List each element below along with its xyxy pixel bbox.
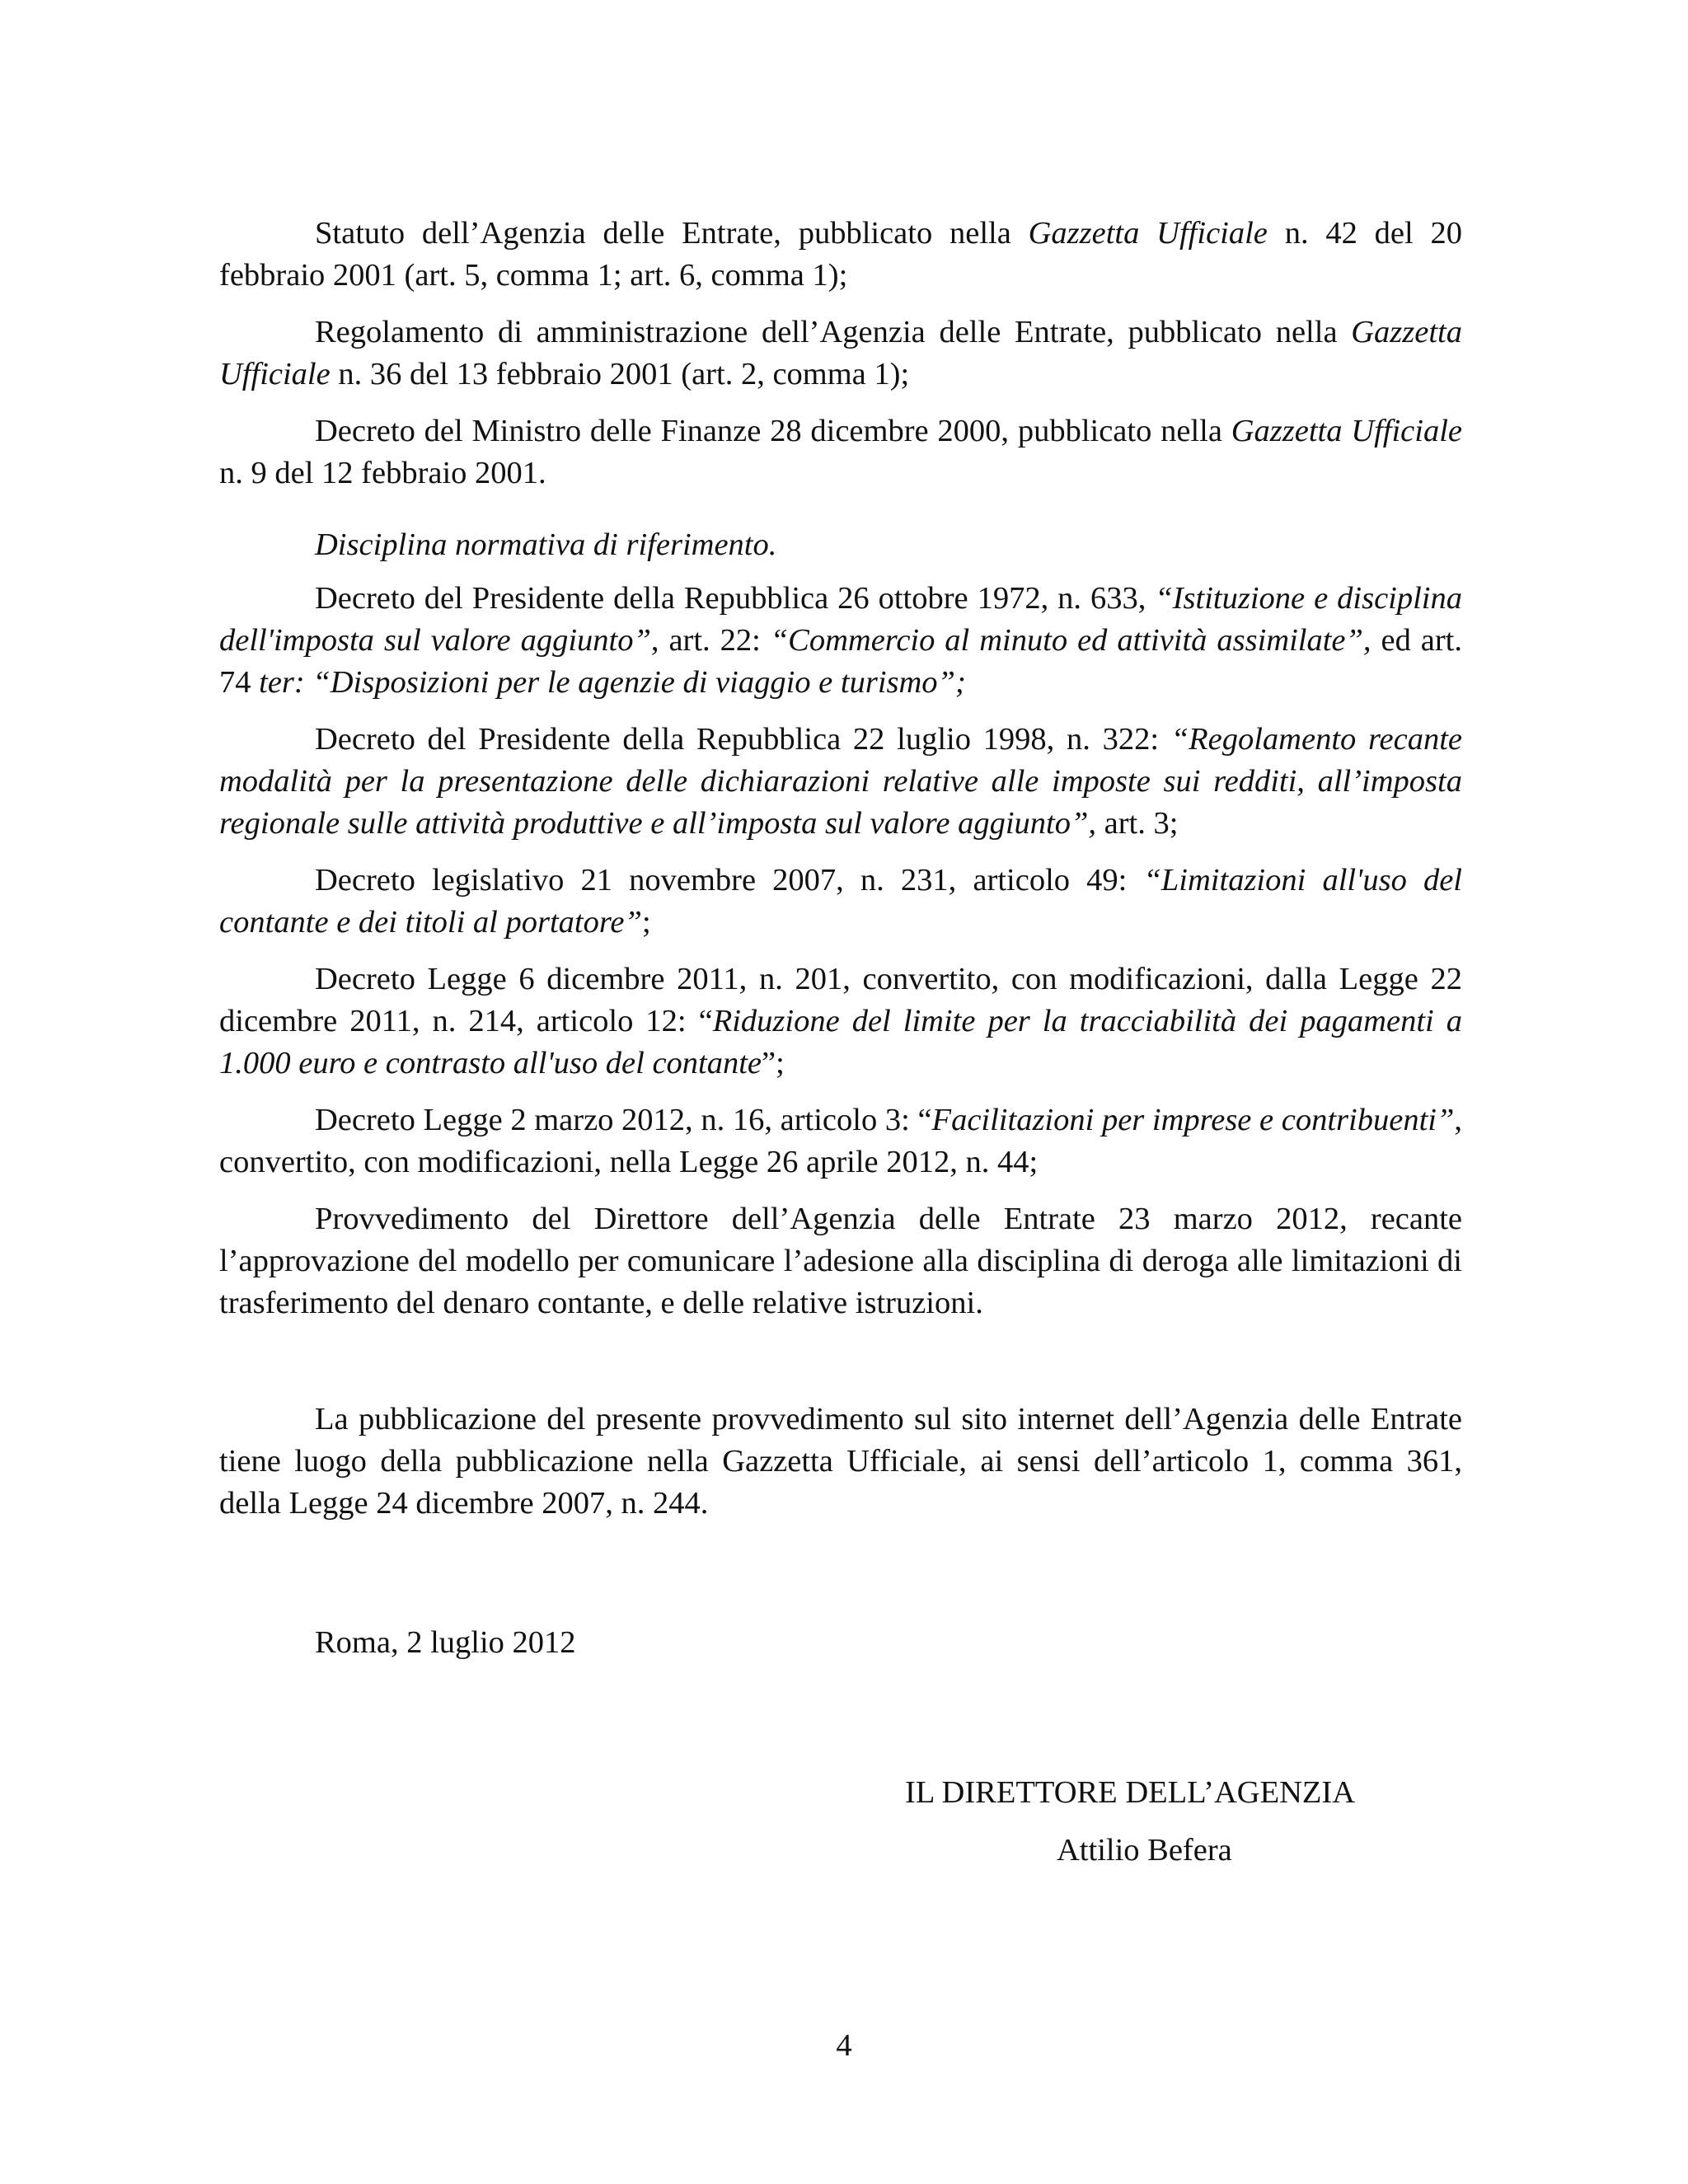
text-segment: Decreto Legge 6 dicembre 2011, n. 201, convertito, con modificazioni, dalla Legge 22 dicembre 2011, n. 214, articolo 12: “ [219,962,1462,1038]
italic-text: ter: “Disposizioni per le agenzie di viaggio e turismo”; [259,665,966,700]
text-segment: La pubblicazione del presente provvedimento sul sito internet dell’Agenzia delle Entrate tiene luogo della pubblicazione nella Gazzetta Ufficiale, ai sensi dell’articolo 1, comma 361, della Legge 24 dicembre 2007, n. 244. [219,1402,1462,1521]
italic-text: Facilitazioni per imprese e contribuenti” [931,1103,1455,1137]
paragraph-dpr-633 [219,578,1462,704]
italic-text: “Commercio al minuto ed attività assimilate”, [770,623,1372,658]
text-segment: n. 42 del 20 febbraio 2001 (art. 5, comma 1; art. 6, comma 1); [219,216,1462,293]
signature-block [905,1764,1355,1879]
italic-text: Disciplina normativa di riferimento. [315,527,777,562]
italic-text: Riduzione del limite per la tracciabilità dei pagamenti a 1.000 euro e contrasto all'uso del contante [219,1004,1462,1080]
text-segment: Decreto del Presidente della Repubblica 26 ottobre 1972, n. 633, [315,581,1156,616]
italic-text: “Limitazioni all'uso del contante e dei titoli al portatore” [219,863,1462,940]
text-segment: n. 36 del 13 febbraio 2001 (art. 2, comma 1); [330,357,910,391]
signature-title: IL DIRETTORE DELL’AGENZIA [905,1775,1356,1810]
signature-name: Attilio Befera [1057,1833,1232,1868]
text-segment: Statuto dell’Agenzia delle Entrate, pubblicato nella [315,216,1029,251]
text-segment: Provvedimento del Direttore dell’Agenzia delle Entrate 23 marzo 2012, recante l’approvazione del modello per comunicare l’adesione alla disciplina di deroga alle limitazioni di trasferimento del denaro contante, e delle relative istruzioni. [219,1202,1462,1320]
text-segment: ”; [762,1046,785,1080]
paragraph-dl-16 [219,1099,1462,1183]
paragraph-statuto [219,213,1462,297]
paragraph-dl-201 [219,958,1462,1085]
paragraph-dlgs-231 [219,860,1462,944]
text-segment: Decreto Legge 2 marzo 2012, n. 16, articolo 3: “ [315,1103,932,1137]
paragraph-dpr-322 [219,719,1462,845]
text-segment: ; [641,905,651,940]
italic-text: Gazzetta Ufficiale [1231,414,1462,448]
paragraph-pubblicazione [219,1399,1462,1525]
paragraph-decreto-ministro [219,410,1462,494]
paragraph-disciplina-heading [219,524,1462,566]
text-segment: Decreto del Presidente della Repubblica 22 luglio 1998, n. 322: [315,722,1171,757]
italic-text: “Istituzione e disciplina dell'imposta sul valore aggiunto” [219,581,1462,658]
paragraph-regolamento [219,312,1462,396]
place-date: Roma, 2 luglio 2012 [315,1625,576,1660]
paragraph-provvedimento-direttore [219,1198,1462,1324]
text-segment: Decreto del Ministro delle Finanze 28 dicembre 2000, pubblicato nella [315,414,1231,448]
italic-text: Gazzetta Ufficiale [219,315,1462,391]
text-segment: Regolamento di amministrazione dell’Agenzia delle Entrate, pubblicato nella [315,315,1352,349]
text-segment: art. 3; [1096,806,1179,841]
text-segment: n. 9 del 12 febbraio 2001. [219,456,546,490]
italic-text: Gazzetta Ufficiale [1028,216,1268,251]
document-body [219,213,1462,1664]
text-segment: Decreto legislativo 21 novembre 2007, n. 231, articolo 49: [315,863,1144,898]
paragraph-list [219,213,1462,1525]
italic-text: “Regolamento recante modalità per la presentazione delle dichiarazioni relative alle imposte sui redditi, all’imposta regionale sulle attività produttive e all’imposta sul valore aggiunto”, [219,722,1462,841]
page-number: 4 [836,2028,852,2063]
text-segment: ed art. 74 [219,623,1462,700]
text-segment: , art. 22: [650,623,771,658]
text-segment: , convertito, con modificazioni, nella Legge 26 aprile 2012, n. 44; [219,1103,1463,1179]
